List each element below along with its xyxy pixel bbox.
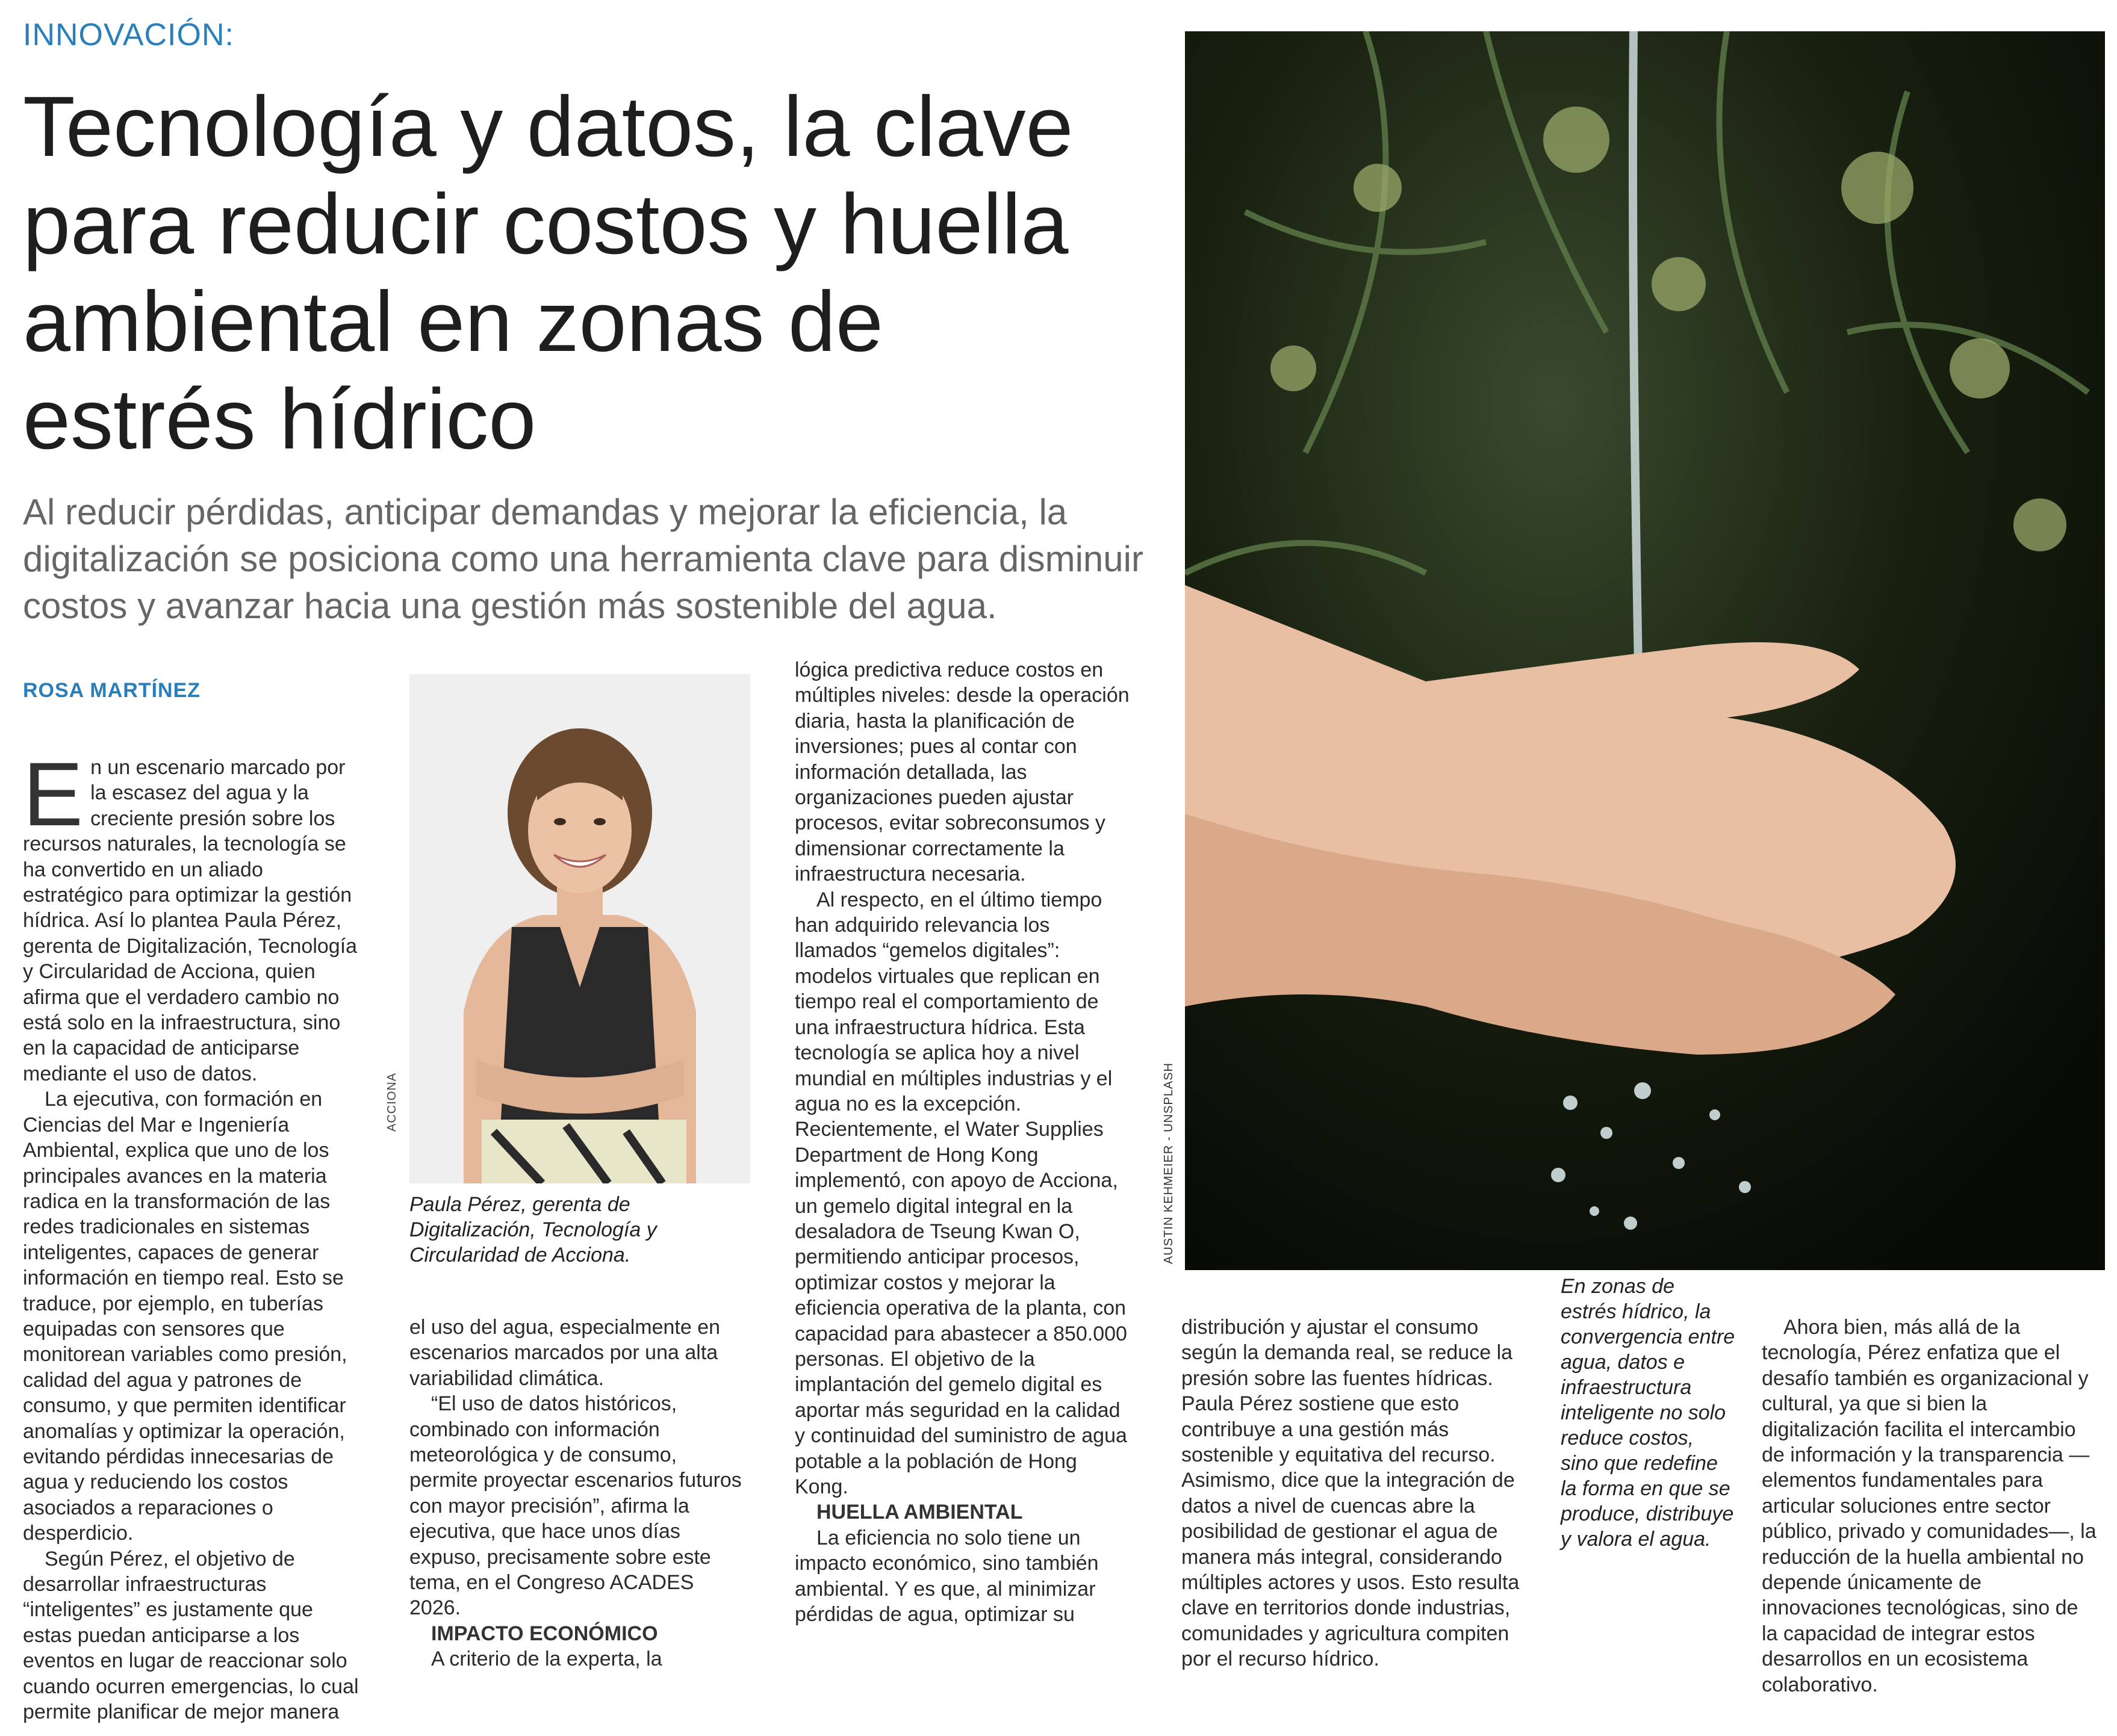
article-column-3 (795, 657, 1136, 1627)
paragraph-5: “El uso de datos históricos, combinado con información meteorológica y de consumo, permite proyectar escenarios futuros con mayor precisión”, afirma la ejecutiva, que hace unos días expuso, precisamente sobre este tema, en el Congreso ACADES 2026. (409, 1392, 742, 1620)
water-hands-illustration (1185, 31, 2105, 1270)
paragraph-7: lógica predictiva reduce costos en múltiples niveles: desde la operación diaria, hasta la planificación de inversiones; pues al contar con información detallada, las organizaciones pueden ajustar procesos, evitar sobreconsumos y dimensionar correctamente la infraestructura necesaria. (795, 659, 1130, 886)
paragraph-6: A criterio de la experta, la (431, 1648, 662, 1671)
paragraph-9: La eficiencia no solo tiene un impacto económico, sino también ambiental. Y es que, al minimizar pérdidas de agua, optimizar su (795, 1526, 1099, 1626)
paragraph-1-text: n un escenario marcado por la escasez del agua y la creciente presión sobre los recursos naturales, la tecnología se ha convertido en un aliado estratégico para optimizar la gestión hídrica. Así lo plantea Paula Pérez, gerenta de Digitalización, Tecnología y Circularidad de Acciona, quien afirma que el verdadero cambio no está solo en la infraestructura, sino en la capacidad de anticiparse mediante el uso de datos. (23, 756, 358, 1085)
paragraph-8: Al respecto, en el último tiempo han adquirido relevancia los llamados “gemelos digitales”: modelos virtuales que replican en tiempo real el comportamiento de una infraestructura hídrica. Esta tecnología se aplica hoy a nivel mundial en múltiples industrias y el agua no es la excepción. Recientemente, el Water Supplies Department de Hong Kong implementó, con apoyo de Acciona, un gemelo digital integral en la desaladora de Tseung Kwan O, permitiendo anticipar procesos, optimizar costos y mejorar la eficiencia operativa de la planta, con capacidad para abastecer a 850.000 personas. El objetivo de la implantación del gemelo digital es aportar más seguridad en la calidad y continuidad del suministro de agua potable a la población de Hong Kong. (795, 888, 1127, 1498)
section-subtitle-economic: IMPACTO ECONÓMICO (431, 1622, 658, 1645)
section-label: INNOVACIÓN: (23, 17, 234, 52)
paragraph-11: Ahora bien, más allá de la tecnología, Pérez enfatiza que el desafío también es organizacional y cultural, ya que si bien la digitalización facilita el intercambio de información y la transparencia —elementos fundamentales para articular soluciones entre sector público, privado y comunidades—, la reducción de la huella ambiental no depende únicamente de innovaciones tecnológicas, sino de la capacidad de integrar estos desarrollos en un ecosistema colaborativo. (1762, 1316, 2097, 1696)
paragraph-2: La ejecutiva, con formación en Ciencias del Mar e Ingeniería Ambiental, explica que uno de los principales avances en la materia radica en la transformación de las redes tradicionales en sistemas inteligentes, capaces de generar información en tiempo real. Esto se traduce, por ejemplo, en tuberías equipadas con sensores que monitorean variables como presión, calidad del agua y patrones de consumo, y que permiten identificar anomalías y optimizar la operación, evitando pérdidas innecesarias de agua y reduciendo los costos asociados a reparaciones o desperdicio. (23, 1088, 347, 1545)
article-column-1 (23, 743, 366, 1725)
portrait-caption: Paula Pérez, gerenta de Digitalización, Tecnología y Circularidad de Acciona. (409, 1193, 657, 1266)
headline: Tecnología y datos, la clave para reducir costos y huella ambiental en zonas de estrés hídrico (23, 79, 1074, 467)
portrait-illustration (409, 674, 750, 1183)
portrait-credit: ACCIONA (385, 1072, 399, 1132)
paragraph-1 (23, 743, 366, 1087)
photo-caption: En zonas de estrés hídrico, la convergencia entre agua, datos e infraestructura inteligente no solo reduce costos, sino que redefine la forma en que se produce, distribuye y valora el agua. (1561, 1275, 1735, 1551)
portrait-photo (409, 674, 750, 1183)
drop-cap: E (23, 743, 84, 845)
section-subtitle-environmental: HUELLA AMBIENTAL (816, 1501, 1023, 1524)
article-column-5 (1762, 1315, 2099, 1697)
byline: ROSA MARTÍNEZ (23, 679, 201, 702)
water-hands-photo (1185, 31, 2105, 1270)
photo-credit: AUSTIN KEHMEIER - UNSPLASH (1162, 1062, 1175, 1264)
paragraph-4: el uso del agua, especialmente en escenarios marcados por una alta variabilidad climática. (409, 1316, 721, 1390)
article-column-2 (409, 1315, 747, 1672)
subhead: Al reducir pérdidas, anticipar demandas y mejorar la eficiencia, la digitalización se posiciona como una herramienta clave para disminuir costos y avanzar hacia una gestión más sostenible del agua. (23, 492, 1143, 626)
paragraph-10: distribución y ajustar el consumo según la demanda real, se reduce la presión sobre las fuentes hídricas. Paula Pérez sostiene que esto contribuye a una gestión más sostenible y equitativa del recurso. Asimismo, dice que la integración de datos a nivel de cuencas abre la posibilidad de gestionar el agua de manera más integral, considerando múltiples actores y usos. Esto resulta clave en territorios donde industrias, comunidades y agricultura compiten por el recurso hídrico. (1181, 1316, 1520, 1671)
paragraph-3: Según Pérez, el objetivo de desarrollar infraestructuras “inteligentes” es justamente que estas puedan anticiparse a los eventos en lugar de reaccionar solo cuando ocurren emergencias, lo cual permite planificar de mejor manera (23, 1547, 359, 1724)
article-column-4 (1181, 1315, 1522, 1672)
